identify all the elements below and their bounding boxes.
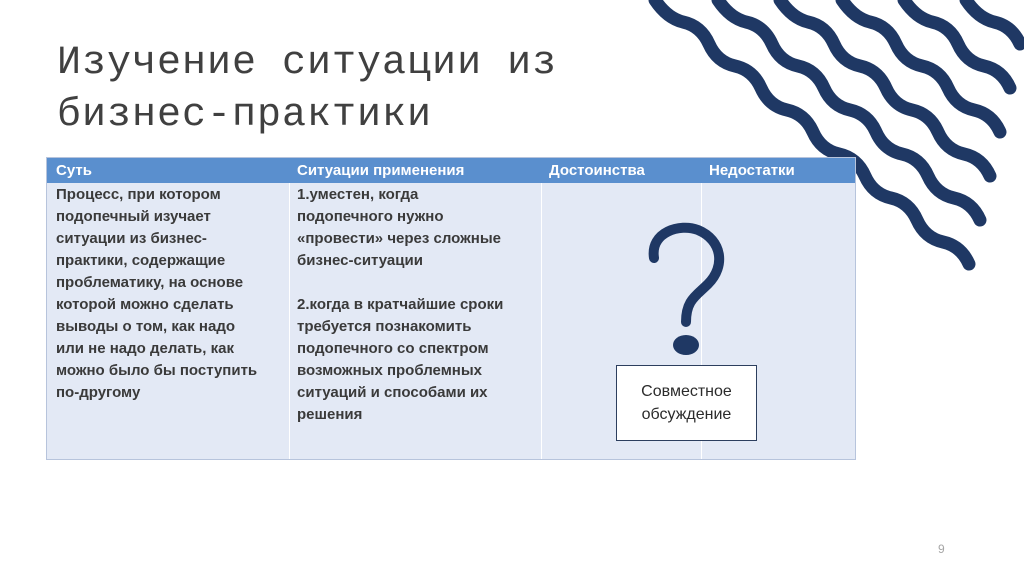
application-line: бизнес-ситуации xyxy=(297,252,423,269)
question-mark-icon xyxy=(640,218,735,368)
title-line-2: бизнес-практики xyxy=(57,93,433,138)
page-number: 9 xyxy=(938,542,945,556)
column-divider xyxy=(289,183,290,459)
header-disadvantages: Недостатки xyxy=(709,162,795,179)
essence-line: можно было бы поступить xyxy=(56,362,258,379)
application-line: «провести» через сложные xyxy=(297,230,501,247)
essence-line: которой можно сделать xyxy=(56,296,234,313)
title-line-1: Изучение ситуации из xyxy=(57,41,558,86)
application-line: возможных проблемных xyxy=(297,362,483,379)
essence-line: проблематику, на основе xyxy=(56,274,244,291)
application-line: решения xyxy=(297,406,363,423)
essence-line: практики, содержащие xyxy=(56,252,226,269)
application-line: требуется познакомить xyxy=(297,318,472,335)
essence-cell xyxy=(56,184,286,404)
application-line: подопечного со спектром xyxy=(297,340,489,357)
applications-cell xyxy=(297,184,537,426)
header-advantages: Достоинства xyxy=(549,162,645,179)
essence-line: подопечный изучает xyxy=(56,208,211,225)
discussion-line-1: Совместное xyxy=(641,383,732,400)
application-line: ситуаций и способами их xyxy=(297,384,488,401)
application-line: 1.уместен, когда xyxy=(297,186,419,203)
essence-line: или не надо делать, как xyxy=(56,340,234,357)
slide-title xyxy=(57,38,657,142)
header-applications: Ситуации применения xyxy=(297,162,465,179)
joint-discussion-box xyxy=(616,365,757,441)
essence-line: Процесс, при котором xyxy=(56,186,221,203)
essence-line: выводы о том, как надо xyxy=(56,318,236,335)
essence-line: по-другому xyxy=(56,384,141,401)
essence-line: ситуации из бизнес- xyxy=(56,230,207,247)
table-header-row xyxy=(47,158,855,183)
header-essence: Суть xyxy=(56,162,92,179)
discussion-line-2: обсуждение xyxy=(641,406,732,423)
paragraph-gap xyxy=(297,272,537,294)
application-line: подопечного нужно xyxy=(297,208,444,225)
application-line: 2.когда в кратчайшие сроки xyxy=(297,296,504,313)
column-divider xyxy=(541,183,542,459)
